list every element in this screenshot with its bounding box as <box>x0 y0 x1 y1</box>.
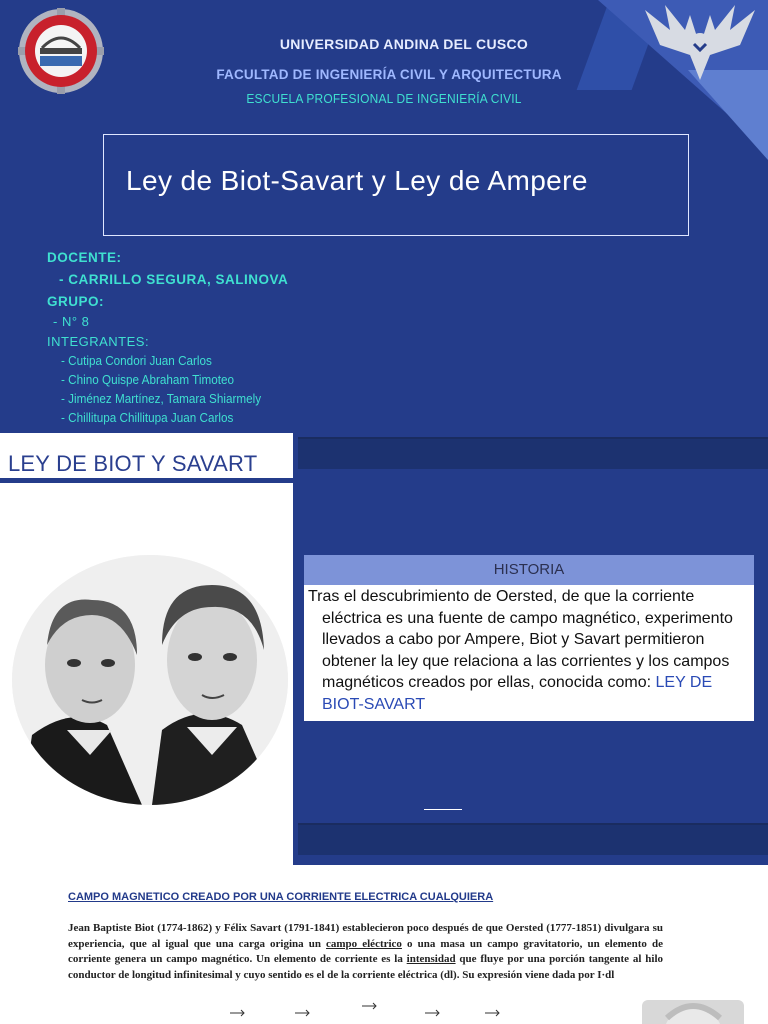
grupo-label: GRUPO: <box>47 294 104 309</box>
campo-electrico-link[interactable]: campo eléctrico <box>326 937 402 950</box>
paragraph-text: o una masa un campo gravitatorio, un elemento de corriente genera un campo magnético. Un elemento de corriente es la <box>68 937 663 965</box>
formula-fragment-icon <box>200 1001 560 1024</box>
docente-name: - CARRILLO SEGURA, SALINOVA <box>59 272 289 287</box>
grupo-value: - N° 8 <box>53 314 90 329</box>
panel-bar <box>298 823 768 855</box>
history-paragraph <box>308 608 750 716</box>
law-name-highlight: LEY DE BIOT-SAVART <box>322 674 713 713</box>
history-line: Tras el descubrimiento de Oersted, de que la corriente <box>308 588 695 605</box>
presentation-title: Ley de Biot-Savart y Ley de Ampere <box>126 165 588 196</box>
biot-savart-slide <box>0 433 768 865</box>
cover-slide <box>0 0 768 433</box>
faculty-name: FACULTAD DE INGENIERÍA CIVIL Y ARQUITECTURA <box>216 67 562 82</box>
integrantes-label: INTEGRANTES: <box>47 334 150 349</box>
member-item: - Cutipa Condori Juan Carlos <box>61 353 212 368</box>
school-name: ESCUELA PROFESIONAL DE INGENIERÍA CIVIL <box>246 91 522 106</box>
member-item: - Jiménez Martínez, Tamara Shiarmely <box>61 391 262 406</box>
slide-heading-block <box>0 433 293 483</box>
docente-label: DOCENTE: <box>47 250 122 265</box>
panel-bar <box>298 437 768 469</box>
magnetic-field-slide <box>0 865 768 1024</box>
history-card <box>304 555 754 721</box>
intensidad-link[interactable]: intensidad <box>406 953 456 965</box>
title-box <box>103 134 689 236</box>
paragraph-text: Jean Baptiste Biot (1774-1862) y Félix Savart (1791-1841) establecieron poco después de que Oersted (1777-1851) divulgara su experiencia, que al igual que una carga origina un <box>68 922 663 950</box>
university-name: UNIVERSIDAD ANDINA DEL CUSCO <box>279 36 529 52</box>
biot-savart-portrait <box>12 555 288 805</box>
member-item: - Chillitupa Chillitupa Juan Carlos <box>61 410 234 425</box>
section-paragraph <box>68 921 663 983</box>
divider <box>424 809 462 810</box>
heading-underline <box>0 478 293 483</box>
section-title: CAMPO MAGNETICO CREADO POR UNA CORRIENTE ELECTRICA CUALQUIERA <box>68 891 494 903</box>
history-line: eléctrica es una fuente de campo magnético, experimento llevados a cabo por Ampere, Biot y Savart permitieron obtener la ley que relaciona a las corrientes y los campos magnéticos creados por ellas, conocida como: <box>322 609 733 691</box>
history-text <box>308 586 750 715</box>
member-item: - Chino Quispe Abraham Timoteo <box>61 372 234 387</box>
slide-heading: LEY DE BIOT Y SAVART <box>8 451 258 476</box>
history-header: HISTORIA <box>304 555 754 585</box>
scientist-portrait <box>642 1000 744 1024</box>
paragraph-text: que fluye por una porción tangente al hilo conductor de longitud infinitesimal y cuyo sentido es el de la corriente eléctrica (dl). Su expresión viene dada por I·dl <box>68 953 664 981</box>
